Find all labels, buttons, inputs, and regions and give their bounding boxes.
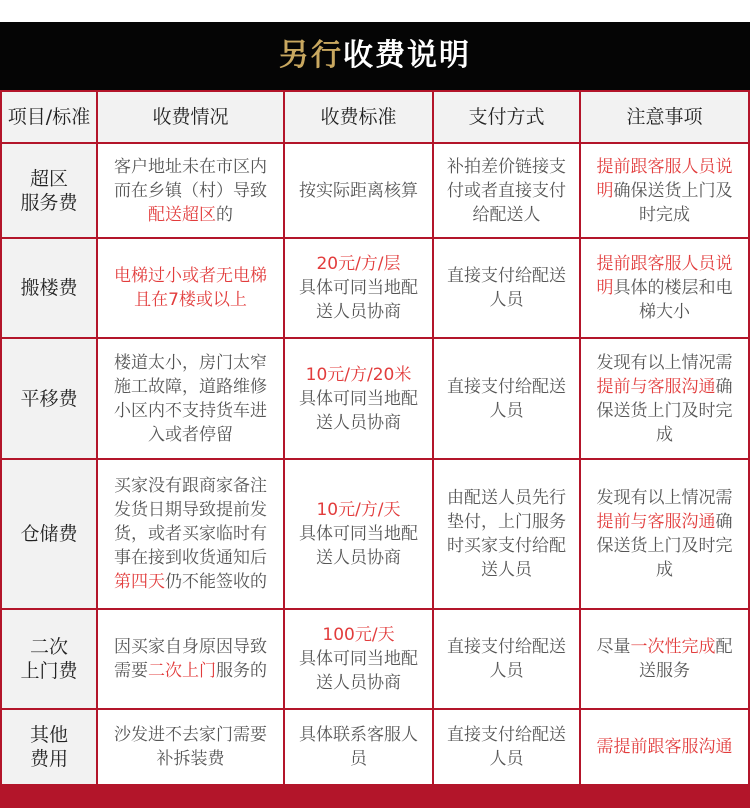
row-item-label: 服务费 [20,191,78,214]
row-item-label: 搬楼费 [20,277,78,299]
cell-text-segment: 直接支付给配送人员 [447,725,566,769]
row-situation-cell [98,239,285,339]
cell-text-segment: 由配送人员先行垫付，上门服务时买家支付给配送人员 [447,488,566,580]
table-row [2,710,748,786]
row-note-cell [581,710,748,786]
highlight-text: 需提前跟客服沟通 [596,737,733,757]
cell-text-segment: 直接支付给配送人员 [447,637,566,681]
cell-text [438,486,575,582]
row-standard-cell [285,710,434,786]
header-note: 注意事项 [581,92,748,144]
row-note-cell [581,339,748,460]
cell-text [102,474,279,594]
row-situation-cell [98,610,285,710]
title-banner [0,22,750,90]
cell-text-segment: 具体可同当地配送人员协商 [299,524,418,568]
cell-text [102,264,279,312]
cell-text-segment: 发现有以上情况需 [596,488,733,508]
row-standard-cell [285,239,434,339]
cell-text-segment: 因买家自身原因导致需要 [114,637,267,681]
highlight-text: 提前与客服沟通 [596,376,716,397]
highlight-text: 100元/天 [322,625,395,645]
cell-text-segment: 具体的楼层和电梯大小 [613,278,733,322]
table-row [2,610,748,710]
cell-text-segment: 买家没有跟商家备注发货日期导致提前发货，或者买家临时有事在接到收货通知后 [114,476,267,568]
highlight-text: 提前与客服沟通 [596,512,716,532]
cell-text-segment: 的 [216,204,233,225]
cell-text [102,723,279,771]
header-situation: 收费情况 [98,92,285,144]
cell-text-segment: 发现有以上情况需 [596,352,733,373]
row-note-cell [581,460,748,610]
row-situation-cell [98,339,285,460]
row-item-label: 仓储费 [20,523,78,545]
row-situation-cell [98,710,285,786]
cell-text [438,635,575,683]
cell-text [293,363,425,435]
row-payment-cell [434,339,581,460]
row-situation-cell [98,460,285,610]
header-standard: 收费标准 [285,92,434,144]
highlight-text: 10元/方/20米 [305,364,412,385]
table-body [2,144,748,786]
cell-text-segment: 客户地址未在市区内而在乡镇（村）导致 [114,156,267,201]
cell-text [293,179,425,203]
cell-text-segment: 直接支付给配送人员 [447,266,566,310]
table-row [2,460,748,610]
cell-text-segment: 确保送货上门及时完成 [596,512,733,580]
cell-text-segment: 具体可同当地配送人员协商 [299,649,418,693]
row-item-label: 其他 [29,724,68,746]
table-row [2,339,748,460]
cell-text [589,252,741,324]
row-item-cell [2,710,98,786]
cell-text [293,252,425,324]
row-payment-cell [434,239,581,339]
row-item-label: 费用 [29,748,68,770]
cell-text-segment: 具体可同当地配送人员协商 [299,388,418,433]
cell-text [589,735,741,759]
cell-text [438,375,575,423]
row-payment-cell [434,460,581,610]
cell-text [589,351,741,447]
row-standard-cell [285,144,434,239]
table-header-row [2,92,748,144]
row-standard-cell [285,610,434,710]
row-item-cell [2,610,98,710]
highlight-text: 第四天 [114,572,165,592]
row-payment-cell [434,144,581,239]
header-item: 项目/标准 [2,92,98,144]
cell-text-segment: 按实际距离核算 [299,180,418,201]
highlight-text: 一次性完成 [630,637,716,657]
cell-text [438,264,575,312]
cell-text [589,155,741,227]
cell-text [293,498,425,570]
cell-text [589,635,741,683]
cell-text [293,623,425,695]
fee-table-frame [0,90,750,808]
row-note-cell [581,239,748,339]
row-item-label: 二次 [29,636,68,658]
cell-text-segment: 具体联系客服人员 [299,725,418,769]
table-row [2,239,748,339]
row-item-label: 超区 [29,167,68,190]
highlight-text: 提前跟客服人员说明 [596,156,733,201]
row-standard-cell [285,460,434,610]
cell-text [102,155,279,227]
row-item-label: 平移费 [20,387,78,410]
cell-text [102,635,279,683]
cell-text-segment: 具体可同当地配送人员协商 [299,278,418,322]
highlight-text: 电梯过小或者无电梯且在7楼或以上 [114,266,267,310]
row-standard-cell [285,339,434,460]
cell-text-segment: 服务的 [216,661,267,681]
cell-text-segment: 确保送货上门及时完成 [596,376,733,445]
cell-text [438,155,575,227]
row-item-label: 上门费 [20,660,78,682]
cell-text-segment: 楼道太小，房门太窄施工故障，道路维修小区内不支持货车进入或者停留 [114,352,267,445]
cell-text-segment: 确保送货上门及时完成 [613,180,733,225]
cell-text [293,723,425,771]
row-item-cell [2,239,98,339]
cell-text-segment: 仍不能签收的 [165,572,267,592]
row-item-cell [2,460,98,610]
cell-text-segment: 配送服务 [639,637,733,681]
highlight-text: 提前跟客服人员说明 [596,254,733,298]
highlight-text: 10元/方/天 [316,500,401,520]
page-title-part1: 另行 [279,38,343,73]
cell-text-segment: 补拍差价链接支付或者直接支付给配送人 [447,156,566,225]
page-title-part2: 收费说明 [343,38,471,73]
page-title [0,22,750,90]
row-note-cell [581,610,748,710]
row-situation-cell [98,144,285,239]
cell-text-segment: 尽量 [596,637,631,657]
cell-text [102,351,279,447]
cell-text-segment: 直接支付给配送人员 [447,376,566,421]
highlight-text: 二次上门 [148,661,216,681]
row-item-cell [2,144,98,239]
cell-text [438,723,575,771]
cell-text [589,486,741,582]
row-payment-cell [434,610,581,710]
row-note-cell [581,144,748,239]
table-row [2,144,748,239]
row-payment-cell [434,710,581,786]
header-payment: 支付方式 [434,92,581,144]
fee-table [2,92,748,786]
cell-text-segment: 沙发进不去家门需要补拆装费 [114,725,267,769]
highlight-text: 20元/方/层 [316,254,401,274]
row-item-cell [2,339,98,460]
highlight-text: 配送超区 [148,204,216,225]
